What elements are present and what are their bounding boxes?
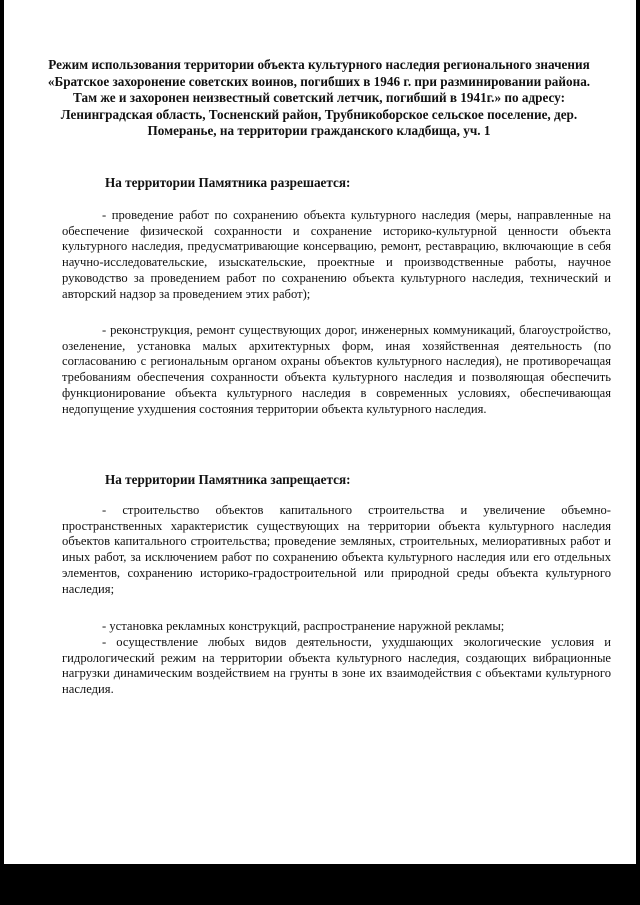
prohibited-item: - строительство объектов капитального строительства и увеличение объемно-пространственных характеристик существующих на территории объекта культурного наследия объектов капитального строительства; проведение земляных, строительных, мелиоративных работ и иных работ, за исключением работ по сохранению объекта культурного наследия или его отдельных элементов, сохранению историко-градостроительной или природной среды объекта культурного наследия; — [62, 503, 611, 596]
allowed-item: - проведение работ по сохранению объекта культурного наследия (меры, направленные на обеспечение физической сохранности и сохранение историко-культурной ценности объекта культурного наследия, предусматривающие консервацию, ремонт, реставрацию, включающие в себя научно-исследовательские, изыскательские, проектные и производственные работы, научное руководство за проведением работ по сохранению объекта культурного наследия, технический и авторский надзор за проведением этих работ); — [62, 208, 611, 301]
prohibited-item: - установка рекламных конструкций, распространение наружной рекламы; — [102, 619, 505, 633]
prohibited-item: - осуществление любых видов деятельности, ухудшающих экологические условия и гидрологический режим на территории объекта культурного наследия, создающих вибрационные нагрузки динамическим воздействием на грунты в зоне их взаимодействия с объектами культурного наследия. — [62, 635, 611, 697]
allowed-heading: На территории Памятника разрешается: — [105, 175, 351, 190]
document-page — [4, 0, 636, 864]
document-title: Режим использования территории объекта культурного наследия регионального значения «Братское захоронение советских воинов, погибших в 1946 г. при разминировании района. Там же и захоронен неизвестный советский летчик, погибший в 1941г.» по адресу: Ленинградская область, Тосненский район, Трубникоборское сельское поселение, дер. Померанье, на территории гражданского кладбища, уч. 1 — [47, 57, 591, 139]
prohibited-heading: На территории Памятника запрещается: — [105, 472, 351, 487]
allowed-item: - реконструкция, ремонт существующих дорог, инженерных коммуникаций, благоустройство, озеленение, установка малых архитектурных форм, иная хозяйственная деятельность (по согласованию с региональным органом охраны объектов культурного наследия), не противоречащая требованиям обеспечения сохранности объекта культурного наследия и позволяющая обеспечить функционирование объекта культурного наследия в современных условиях, обеспечивающая недопущение ухудшения состояния территории объекта культурного наследия. — [62, 323, 611, 416]
